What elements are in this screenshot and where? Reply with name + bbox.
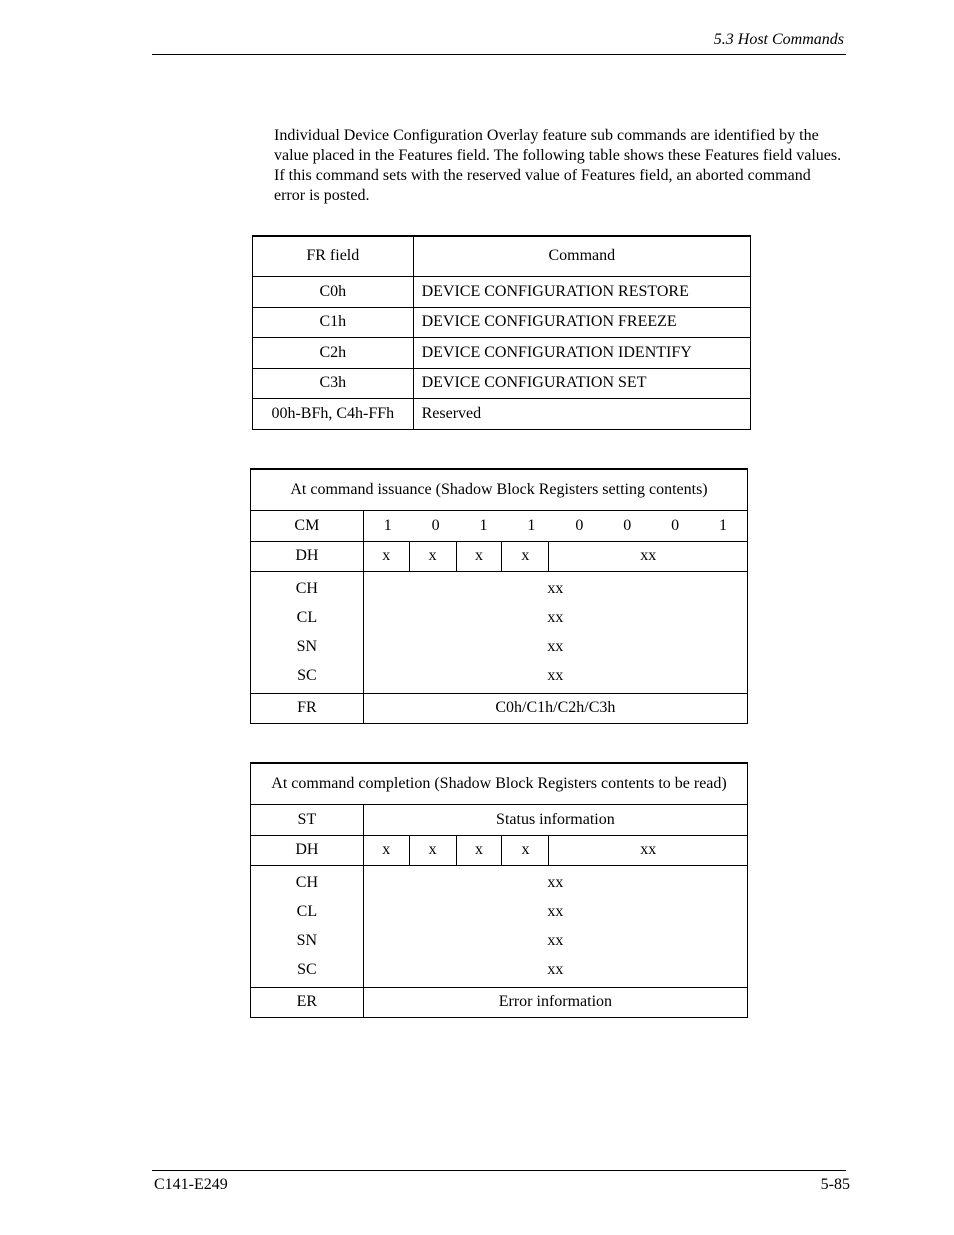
command-name: DEVICE CONFIGURATION SET (413, 368, 750, 398)
er-row (251, 987, 748, 1017)
features-table-header (253, 236, 751, 276)
bit-6: 0 (431, 516, 440, 534)
table-row (253, 276, 751, 307)
fr-value: 00h-BFh, C4h-FFh (253, 398, 414, 429)
register-value: xx (547, 667, 564, 684)
register-label: SC (297, 667, 317, 684)
footer-rule (152, 1170, 846, 1171)
dh-row (251, 835, 748, 865)
dh-bit: x (502, 541, 549, 571)
dh-rest: xx (549, 541, 748, 571)
dh-rest: xx (549, 835, 748, 865)
dh-bit: x (409, 541, 456, 571)
document-id: C141-E249 (154, 1176, 228, 1193)
issuance-register-table (250, 468, 748, 724)
bit-7: 1 (383, 516, 392, 534)
st-value: Status information (363, 804, 747, 835)
register-value: xx (547, 903, 564, 920)
cm-row (251, 510, 748, 541)
bit-1: 0 (671, 516, 680, 534)
register-group (251, 571, 748, 693)
dh-bit: x (456, 541, 502, 571)
command-name: DEVICE CONFIGURATION RESTORE (413, 276, 750, 307)
bit-0: 1 (719, 516, 728, 534)
completion-register-table (250, 762, 748, 1018)
features-table (252, 235, 751, 430)
table-row (253, 337, 751, 368)
er-value: Error information (363, 987, 747, 1017)
dh-bit: x (363, 541, 409, 571)
register-value: xx (547, 874, 564, 891)
register-label: CH (295, 874, 318, 891)
table-row (253, 398, 751, 429)
bit-4: 1 (527, 516, 536, 534)
register-group (251, 865, 748, 987)
bit-3: 0 (575, 516, 584, 534)
register-label: CM (251, 510, 364, 541)
register-label: SC (297, 961, 317, 978)
table-row (253, 368, 751, 398)
register-label: CL (296, 903, 318, 920)
fr-value: C2h (253, 337, 414, 368)
intro-paragraph: Individual Device Configuration Overlay feature sub commands are identified by the value placed in the Features field. The following table shows these Features field values. If this command sets with the reserved value of Features field, an aborted command error is posted. (274, 127, 842, 204)
dh-bit: x (502, 835, 549, 865)
fr-value: C0h (253, 276, 414, 307)
table-row (253, 307, 751, 337)
fr-value: C3h (253, 368, 414, 398)
register-value: xx (547, 932, 564, 949)
command-name: Reserved (413, 398, 750, 429)
st-row (251, 804, 748, 835)
dh-bit: x (409, 835, 456, 865)
command-name: DEVICE CONFIGURATION IDENTIFY (413, 337, 750, 368)
dh-row (251, 541, 748, 571)
dh-bit: x (456, 835, 502, 865)
bit-5: 1 (479, 516, 488, 534)
bit-2: 0 (623, 516, 632, 534)
command-name: DEVICE CONFIGURATION FREEZE (413, 307, 750, 337)
register-label: SN (296, 932, 318, 949)
fr-row (251, 693, 748, 723)
register-label: ER (251, 987, 364, 1017)
register-value: xx (547, 638, 564, 655)
register-label: CH (295, 580, 318, 597)
register-label: SN (296, 638, 318, 655)
issuance-title: At command issuance (Shadow Block Registers setting contents) (251, 469, 748, 510)
register-label: ST (251, 804, 364, 835)
register-value: xx (547, 961, 564, 978)
register-value: xx (547, 609, 564, 626)
fr-field-header: FR field (253, 236, 414, 276)
page-number: 5-85 (820, 1176, 850, 1193)
register-label: FR (251, 693, 364, 723)
register-label: DH (251, 541, 364, 571)
running-header: 5.3 Host Commands (713, 31, 844, 48)
register-label: DH (251, 835, 364, 865)
fr-value: C1h (253, 307, 414, 337)
header-rule (152, 54, 846, 55)
register-value: xx (547, 580, 564, 597)
dh-bit: x (363, 835, 409, 865)
cm-bits (363, 510, 747, 541)
register-label: CL (296, 609, 318, 626)
command-header: Command (413, 236, 750, 276)
completion-title: At command completion (Shadow Block Registers contents to be read) (251, 763, 748, 804)
fr-value: C0h/C1h/C2h/C3h (363, 693, 747, 723)
